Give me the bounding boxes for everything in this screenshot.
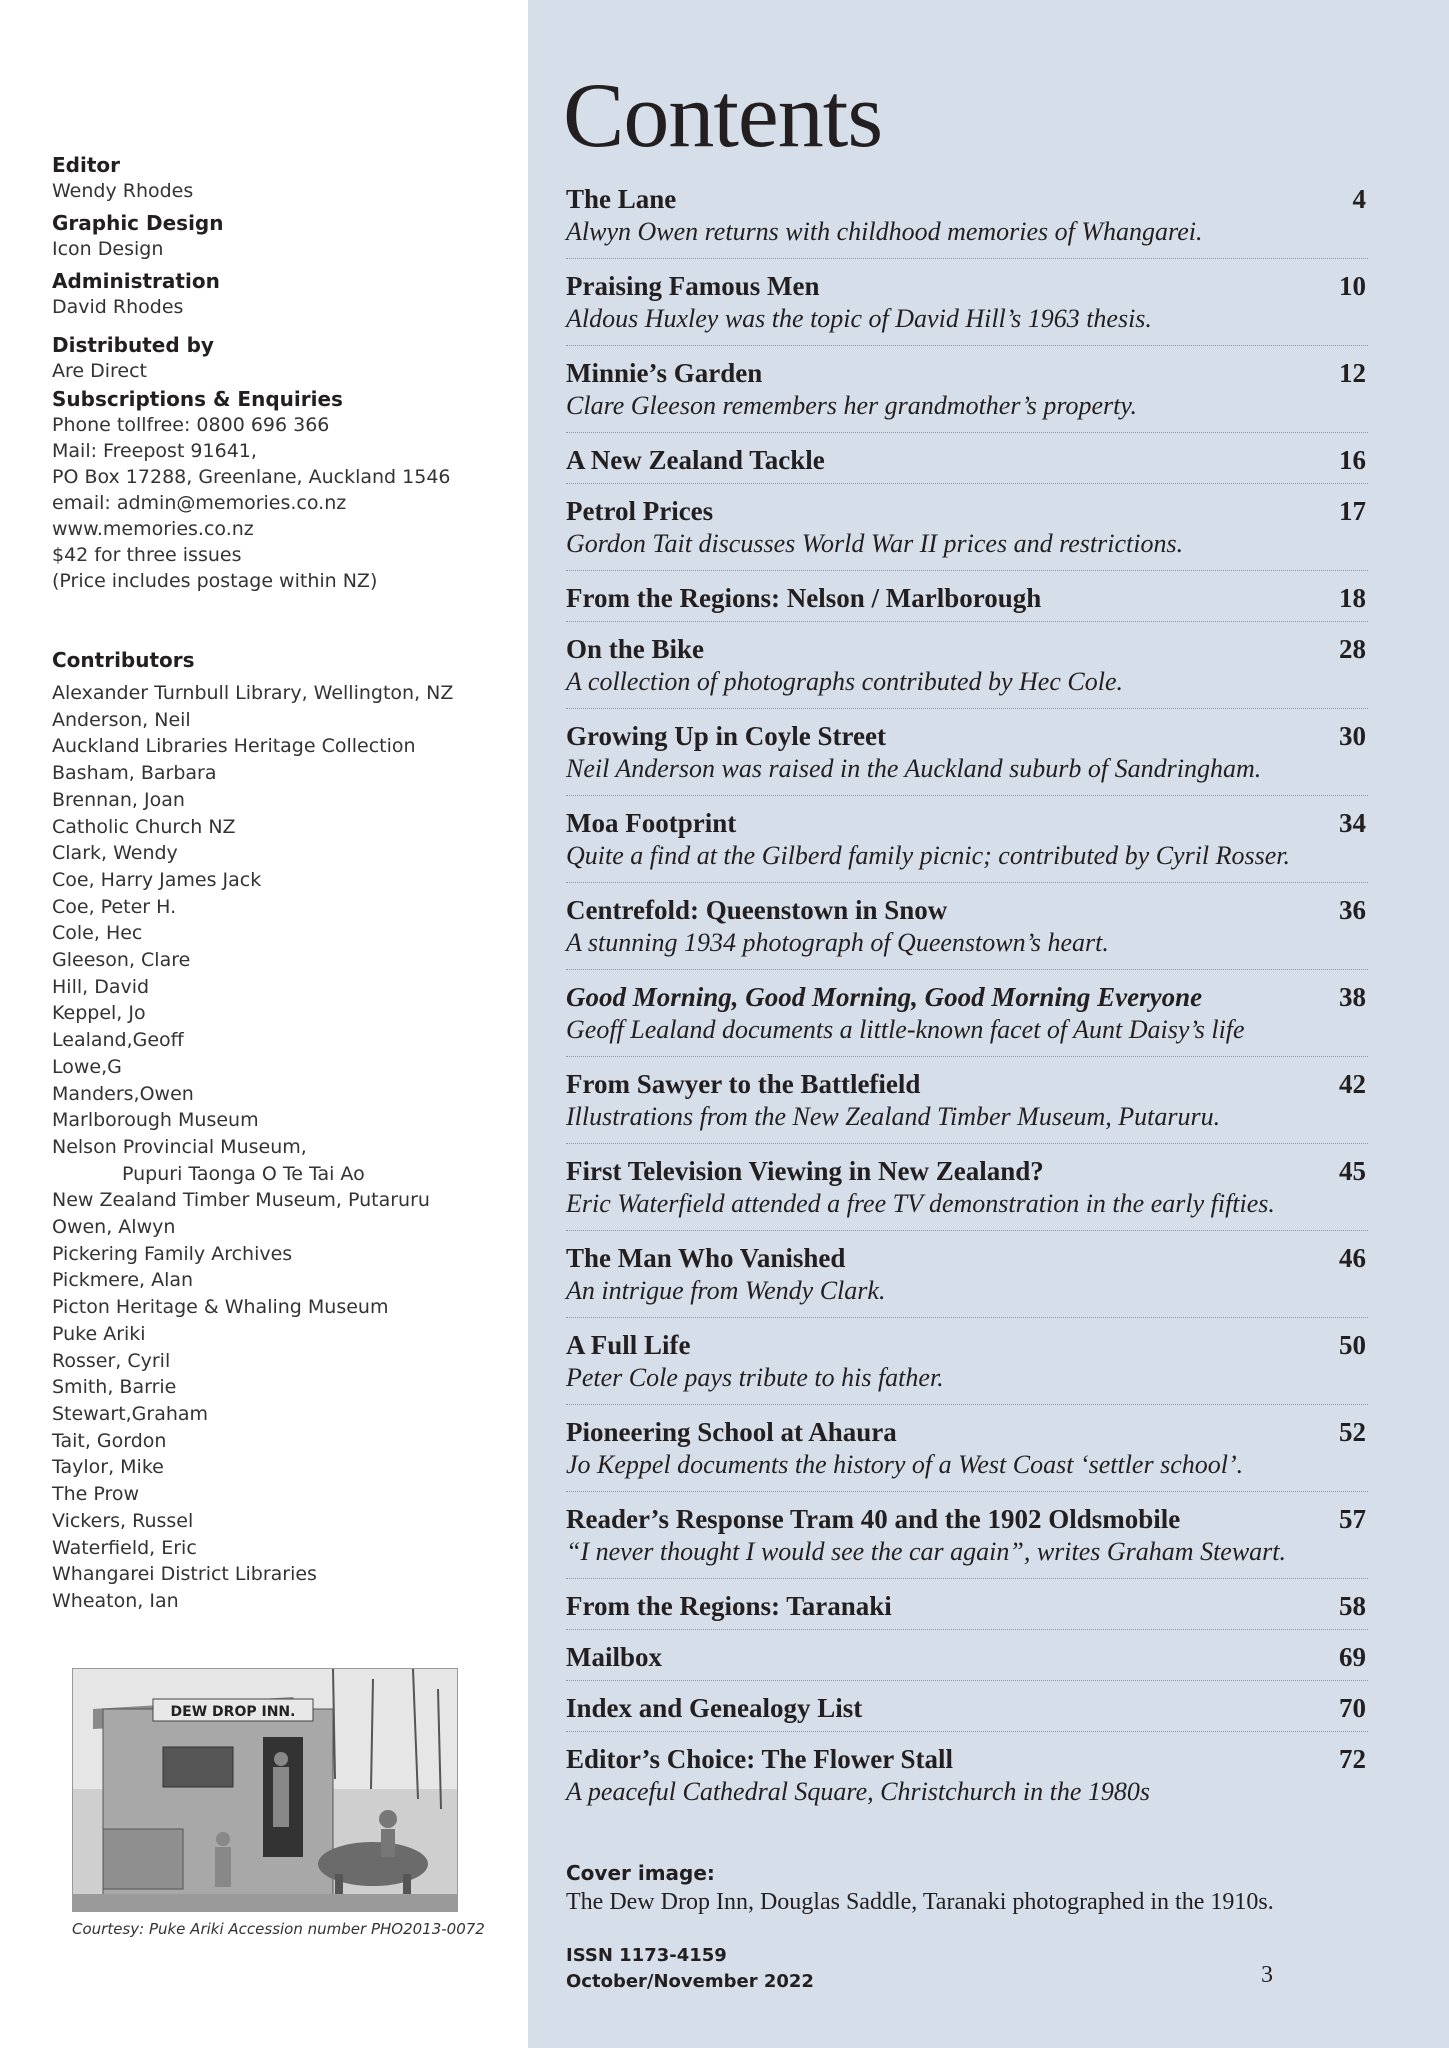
- contributor-item: Lowe,G: [52, 1055, 122, 1078]
- toc-entry-row: [566, 632, 1368, 666]
- contributor-item: Stewart,Graham: [52, 1402, 209, 1425]
- contributor-item: Smith, Barrie: [52, 1376, 177, 1399]
- toc-entry-description: Geoff Lealand documents a little-known facet of Aunt Daisy’s life: [566, 1015, 1245, 1044]
- toc-entry[interactable]: [566, 346, 1368, 433]
- contributor-item: Anderson, Neil: [52, 708, 191, 731]
- credit-line: David Rhodes: [52, 296, 184, 318]
- toc-entry-page: 18: [1339, 583, 1366, 613]
- toc-entry[interactable]: [566, 571, 1368, 622]
- toc-entry-title: From Sawyer to the Battlefield: [566, 1069, 921, 1099]
- toc-entry-description: Alwyn Owen returns with childhood memories of Whangarei.: [566, 217, 1203, 246]
- toc-entry[interactable]: [566, 796, 1368, 883]
- toc-entry-row: [566, 1502, 1368, 1536]
- toc-entry[interactable]: [566, 1732, 1368, 1810]
- toc-entry-row: [566, 806, 1368, 840]
- contributors-heading: Contributors: [52, 648, 195, 672]
- toc-entry-row: [566, 443, 1368, 477]
- contributor-item: Coe, Harry James Jack: [52, 868, 262, 891]
- toc-entry-description: Neil Anderson was raised in the Auckland suburb of Sandringham.: [566, 754, 1262, 783]
- toc-entry-page: 17: [1339, 496, 1366, 526]
- toc-entry[interactable]: [566, 622, 1368, 709]
- toc-entry-page: 36: [1339, 895, 1366, 925]
- toc-entry-title: From the Regions: Taranaki: [566, 1591, 892, 1621]
- toc-entry-title: A New Zealand Tackle: [566, 445, 825, 475]
- contributor-item: Rosser, Cyril: [52, 1349, 171, 1372]
- credit-line: Wendy Rhodes: [52, 180, 194, 202]
- contributor-item: Gleeson, Clare: [52, 949, 191, 972]
- toc-entry[interactable]: [566, 433, 1368, 484]
- toc-entry-row: [566, 1589, 1368, 1623]
- toc-entry-page: 34: [1339, 808, 1366, 838]
- issn: ISSN 1173-4159: [566, 1945, 727, 1966]
- toc-entry-title: On the Bike: [566, 634, 705, 664]
- toc-entry[interactable]: [566, 1681, 1368, 1732]
- toc-entry-title: From the Regions: Nelson / Marlborough: [566, 583, 1042, 613]
- toc-entry-row: [566, 1415, 1368, 1449]
- contributor-item: Basham, Barbara: [52, 762, 217, 785]
- contributor-item: Vickers, Russel: [52, 1509, 194, 1532]
- toc-entry-row: [566, 494, 1368, 528]
- toc-entry-page: 10: [1339, 271, 1366, 301]
- contributor-item: Picton Heritage & Whaling Museum: [52, 1296, 389, 1319]
- toc-entry-title: Petrol Prices: [566, 496, 714, 526]
- credit-line: www.memories.co.nz: [52, 518, 254, 540]
- toc-entry-description: Peter Cole pays tribute to his father.: [566, 1363, 944, 1392]
- toc-entry[interactable]: [566, 1630, 1368, 1681]
- credit-line: Mail: Freepost 91641,: [52, 440, 257, 462]
- toc-entry-row: [566, 1691, 1368, 1725]
- toc-entry-title: Growing Up in Coyle Street: [566, 721, 886, 751]
- toc-entry-description: Eric Waterfield attended a free TV demonstration in the early fifties.: [566, 1189, 1275, 1218]
- toc-entry[interactable]: [566, 484, 1368, 571]
- toc-entry-row: [566, 893, 1368, 927]
- sign-text: DEW DROP INN.: [170, 1704, 296, 1720]
- toc-entry-description: Jo Keppel documents the history of a West Coast ‘settler school’.: [566, 1450, 1244, 1479]
- contributor-item: The Prow: [52, 1483, 140, 1506]
- credit-line: Are Direct: [52, 360, 148, 382]
- toc-entry-row: [566, 1067, 1368, 1101]
- toc-entry-page: 50: [1339, 1330, 1366, 1360]
- contributor-item: Keppel, Jo: [52, 1002, 146, 1025]
- credits: [52, 152, 522, 594]
- contributor-item: Puke Ariki: [52, 1322, 146, 1345]
- contributor-item: Tait, Gordon: [52, 1429, 167, 1452]
- contributor-item: Marlborough Museum: [52, 1109, 259, 1132]
- issue-date: October/November 2022: [566, 1971, 814, 1992]
- credit-line: email: admin@memories.co.nz: [52, 492, 347, 514]
- toc-entry-title: Pioneering School at Ahaura: [566, 1417, 897, 1447]
- contributor-item: Clark, Wendy: [52, 842, 178, 865]
- contributor-item: Alexander Turnbull Library, Wellington, NZ: [52, 682, 454, 704]
- credit-block: [52, 152, 522, 204]
- toc-entry-description: A stunning 1934 photograph of Queenstown’s heart.: [566, 928, 1109, 957]
- toc-entry-description: “I never thought I would see the car again”, writes Graham Stewart.: [566, 1537, 1287, 1566]
- toc-entry-row: [566, 269, 1368, 303]
- toc-entry[interactable]: [566, 1144, 1368, 1231]
- contents-panel: [528, 0, 1449, 2048]
- contributor-item: Taylor, Mike: [52, 1456, 164, 1479]
- credit-heading: Graphic Design: [52, 211, 224, 235]
- credit-block: [52, 210, 522, 262]
- page-number: 3: [1261, 1962, 1273, 1988]
- toc-entry-page: 4: [1352, 184, 1366, 214]
- toc-entry-page: 46: [1339, 1243, 1366, 1273]
- toc-entry-title: Good Morning, Good Morning, Good Morning Everyone: [566, 982, 1203, 1012]
- toc-entry-page: 69: [1339, 1642, 1366, 1672]
- toc-entry-row: [566, 1154, 1368, 1188]
- toc-entry-row: [566, 356, 1368, 390]
- credit-line: Icon Design: [52, 238, 164, 260]
- contributor-item: Owen, Alwyn: [52, 1216, 176, 1239]
- toc-entry-row: [566, 980, 1368, 1014]
- toc-entry-description: A collection of photographs contributed by Hec Cole.: [566, 667, 1123, 696]
- contributor-item: Auckland Libraries Heritage Collection: [52, 735, 416, 758]
- dew-drop-inn-photo: [72, 1668, 458, 1912]
- toc-entry[interactable]: [566, 1057, 1368, 1144]
- contributor-item: Catholic Church NZ: [52, 815, 236, 838]
- masthead-column: [0, 0, 528, 2048]
- toc-entry-title: Praising Famous Men: [566, 271, 820, 301]
- toc-entry-title: The Lane: [566, 184, 677, 214]
- cover-text: The Dew Drop Inn, Douglas Saddle, Taranaki photographed in the 1910s.: [566, 1889, 1274, 1915]
- toc-entry-row: [566, 581, 1368, 615]
- toc-entry-page: 45: [1339, 1156, 1366, 1186]
- toc-entry-page: 70: [1339, 1693, 1366, 1723]
- toc-entry-page: 16: [1339, 445, 1366, 475]
- credit-line: (Price includes postage within NZ): [52, 570, 378, 592]
- cover-label: Cover image:: [566, 1861, 715, 1885]
- contributor-item: Manders,Owen: [52, 1082, 194, 1105]
- table-of-contents: [566, 172, 1368, 1810]
- credit-heading: Administration: [52, 269, 220, 293]
- contributor-item: New Zealand Timber Museum, Putaruru: [52, 1189, 430, 1212]
- credit-line: PO Box 17288, Greenlane, Auckland 1546: [52, 466, 451, 488]
- toc-entry-row: [566, 719, 1368, 753]
- toc-entry-page: 38: [1339, 982, 1366, 1012]
- toc-entry-title: Index and Genealogy List: [566, 1693, 863, 1723]
- toc-entry[interactable]: [566, 1231, 1368, 1318]
- contributor-item: Pickmere, Alan: [52, 1269, 194, 1292]
- credit-block: [52, 332, 522, 384]
- credit-line: $42 for three issues: [52, 544, 242, 566]
- toc-entry-page: 72: [1339, 1744, 1366, 1774]
- credit-heading: Editor: [52, 153, 120, 177]
- toc-entry-row: [566, 1241, 1368, 1275]
- contributor-item: Wheaton, Ian: [52, 1589, 179, 1612]
- toc-entry-page: 58: [1339, 1591, 1366, 1621]
- toc-entry-title: A Full Life: [566, 1330, 691, 1360]
- toc-entry-title: Mailbox: [566, 1642, 663, 1672]
- contributor-item: Pickering Family Archives: [52, 1242, 293, 1265]
- toc-entry-page: 12: [1339, 358, 1366, 388]
- toc-entry[interactable]: [566, 259, 1368, 346]
- toc-entry-description: An intrigue from Wendy Clark.: [566, 1276, 886, 1305]
- toc-entry[interactable]: [566, 172, 1368, 259]
- contributor-item: Hill, David: [52, 975, 150, 998]
- toc-entry[interactable]: [566, 1405, 1368, 1492]
- toc-entry[interactable]: [566, 970, 1368, 1057]
- toc-entry-description: Quite a find at the Gilberd family picnic; contributed by Cyril Rosser.: [566, 841, 1291, 870]
- toc-entry-description: Aldous Huxley was the topic of David Hill’s 1963 thesis.: [566, 304, 1152, 333]
- toc-entry-title: Reader’s Response Tram 40 and the 1902 Oldsmobile: [566, 1504, 1181, 1534]
- toc-entry[interactable]: [566, 1492, 1368, 1579]
- photo-caption: Courtesy: Puke Ariki Accession number PHO2013-0072: [72, 1920, 485, 1938]
- photo-illustration: [73, 1669, 457, 1911]
- toc-entry-row: [566, 1742, 1368, 1776]
- contributor-item: Whangarei District Libraries: [52, 1563, 317, 1586]
- contributor-item: Lealand,Geoff: [52, 1029, 184, 1052]
- contents-title: Contents: [563, 64, 883, 166]
- toc-entry-page: 30: [1339, 721, 1366, 751]
- toc-entry[interactable]: [566, 1318, 1368, 1405]
- contributor-item: Cole, Hec: [52, 922, 143, 945]
- toc-entry-description: Gordon Tait discusses World War II prices and restrictions.: [566, 529, 1184, 558]
- toc-entry-row: [566, 182, 1368, 216]
- toc-entry-title: Editor’s Choice: The Flower Stall: [566, 1744, 953, 1774]
- contributor-item: Brennan, Joan: [52, 788, 185, 811]
- toc-entry-page: 52: [1339, 1417, 1366, 1447]
- toc-entry[interactable]: [566, 1579, 1368, 1630]
- toc-entry-title: Moa Footprint: [566, 808, 737, 838]
- toc-entry-title: First Television Viewing in New Zealand?: [566, 1156, 1044, 1186]
- toc-entry-row: [566, 1328, 1368, 1362]
- issn-block: [566, 1943, 814, 1995]
- toc-entry-title: Centrefold: Queenstown in Snow: [566, 895, 948, 925]
- toc-entry-description: A peaceful Cathedral Square, Christchurch in the 1980s: [566, 1777, 1150, 1806]
- credit-heading: Subscriptions & Enquiries: [52, 387, 343, 411]
- credit-block: [52, 268, 522, 320]
- toc-entry[interactable]: [566, 883, 1368, 970]
- toc-entry-page: 28: [1339, 634, 1366, 664]
- toc-entry-page: 42: [1339, 1069, 1366, 1099]
- toc-entry-description: Clare Gleeson remembers her grandmother’s property.: [566, 391, 1137, 420]
- toc-entry-description: Illustrations from the New Zealand Timber Museum, Putaruru.: [566, 1102, 1221, 1131]
- credit-block: [52, 386, 522, 594]
- contributor-item: Coe, Peter H.: [52, 895, 177, 918]
- toc-entry[interactable]: [566, 709, 1368, 796]
- contributors-list: [52, 680, 522, 1615]
- toc-entry-page: 57: [1339, 1504, 1366, 1534]
- cover-info: [566, 1860, 1386, 1918]
- toc-entry-row: [566, 1640, 1368, 1674]
- contributor-item: Nelson Provincial Museum,: [52, 1135, 307, 1158]
- credit-heading: Distributed by: [52, 333, 214, 357]
- toc-entry-title: The Man Who Vanished: [566, 1243, 846, 1273]
- contributor-item: Pupuri Taonga O Te Tai Ao: [122, 1162, 365, 1185]
- credit-line: Phone tollfree: 0800 696 366: [52, 414, 330, 436]
- toc-entry-title: Minnie’s Garden: [566, 358, 763, 388]
- contributor-item: Waterfield, Eric: [52, 1536, 197, 1559]
